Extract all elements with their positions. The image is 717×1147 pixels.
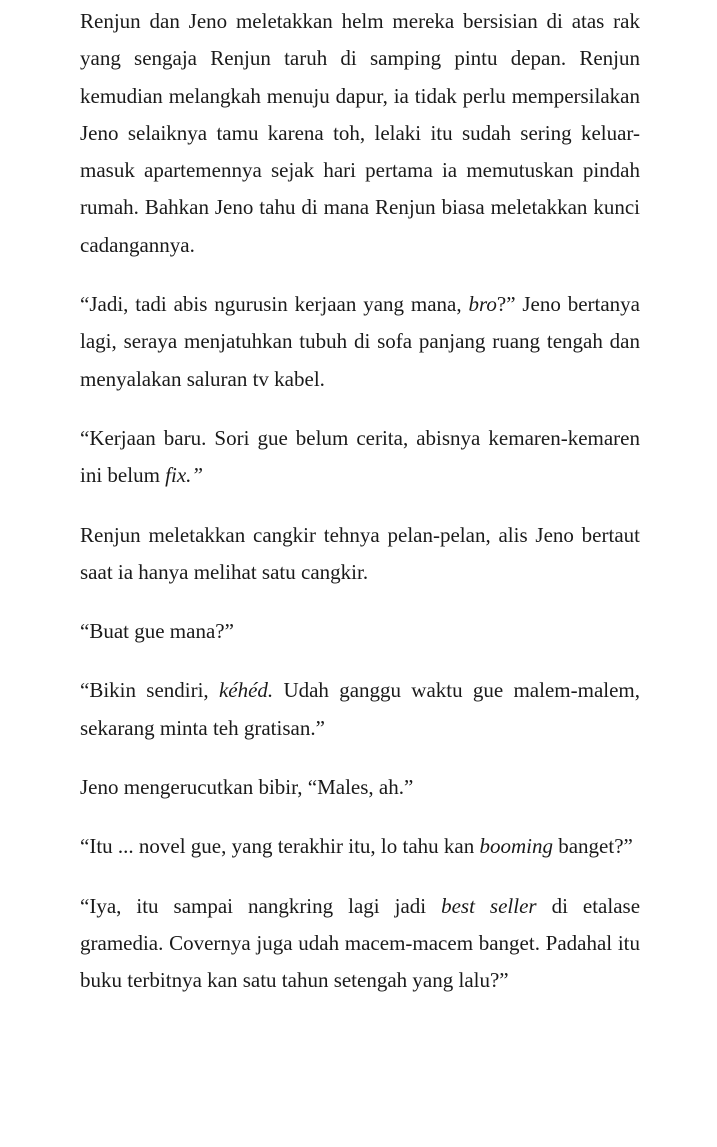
paragraph [80,828,640,865]
italic-text-segment: best seller [441,893,537,918]
paragraph [80,613,640,650]
text-segment: banget?” [552,834,633,859]
paragraph [80,769,640,806]
paragraph [80,286,640,398]
text-segment: Renjun dan Jeno meletakkan helm mereka bersisian di atas rak yang sengaja Renjun taruh di samping pintu depan. Renjun kemudian melangkah menuju dapur, ia tidak perlu mempersilakan Jeno selaiknya tamu karena toh, lelaki itu sudah sering keluar-masuk apartemennya sejak hari pertama ia memutuskan pindah rumah. Bahkan Jeno tahu di mana Renjun biasa meletakkan kunci cadangannya. [80,9,640,257]
italic-text-segment: booming [479,834,553,859]
text-segment: Jeno mengerucutkan bibir, “Males, ah.” [80,775,414,800]
text-segment: di etalase gramedia. Covernya juga udah macem-macem banget. Padahal itu buku terbitnya kan satu tahun setengah yang lalu?” [80,893,641,993]
text-segment: “Jadi, tadi abis ngurusin kerjaan yang mana, [80,292,469,317]
document-page [80,3,640,1000]
text-segment: Udah ganggu waktu gue malem-malem, sekarang minta teh gratisan.” [80,678,641,740]
text-segment: ?” Jeno bertanya lagi, seraya menjatuhkan tubuh di sofa panjang ruang tengah dan menyalakan saluran tv kabel. [80,292,640,391]
paragraph [80,672,640,747]
paragraph [80,3,640,264]
italic-text-segment: bro [468,292,497,317]
text-segment: “Kerjaan baru. Sori gue belum cerita, abisnya kemaren-kemaren ini belum [80,425,640,488]
text-segment: “Buat gue mana?” [80,619,234,644]
paragraph [80,888,640,1000]
text-segment: “Bikin sendiri, [80,678,219,703]
italic-text-segment: kéhéd. [218,678,274,703]
italic-text-segment: fix.” [165,463,204,488]
paragraph [80,420,640,495]
text-segment: “Itu ... novel gue, yang terakhir itu, lo tahu kan [80,834,480,859]
text-segment: Renjun meletakkan cangkir tehnya pelan-pelan, alis Jeno bertaut saat ia hanya melihat satu cangkir. [80,522,640,584]
text-segment: “Iya, itu sampai nangkring lagi jadi [80,893,442,918]
paragraph [80,517,640,592]
